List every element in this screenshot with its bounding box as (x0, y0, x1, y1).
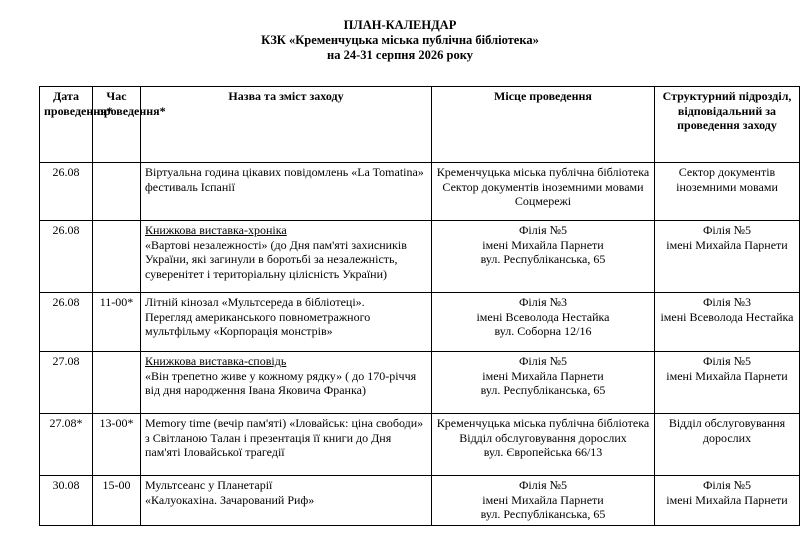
cell-time (93, 221, 141, 293)
cell-event (141, 163, 432, 221)
place-line: Філія №5 (518, 354, 568, 368)
plan-calendar-table (39, 86, 800, 526)
unit-line: Філія №5 (702, 478, 752, 492)
cell-date: 27.08 (40, 352, 93, 414)
unit-line: імені Михайла Парнети (666, 237, 788, 252)
place-line: Філія №5 (518, 223, 568, 237)
unit-line: Відділ обслуговування дорослих (668, 416, 786, 445)
table-row (40, 414, 800, 476)
cell-time: 13-00* (93, 414, 141, 476)
doc-subtitle-period: на 24-31 серпня 2026 року (327, 48, 473, 62)
doc-title: ПЛАН-КАЛЕНДАР (343, 18, 457, 32)
cell-unit (655, 414, 800, 476)
cell-event (141, 476, 432, 526)
unit-line: Філія №5 (702, 223, 752, 237)
col-header-date: Дата проведення* (40, 87, 93, 163)
event-line: «Вартові незалежності» (до Дня пам'яті захисників України, які загинули в боротьбі за незалежність, суверенітет і територіальну цілісність України) (145, 237, 407, 281)
place-line: Філія №5 (518, 478, 568, 492)
place-line: імені Михайла Парнети (482, 492, 604, 507)
unit-line: Філія №5 (702, 354, 752, 368)
cell-event (141, 414, 432, 476)
table-row (40, 221, 800, 293)
place-line: імені Михайла Парнети (482, 237, 604, 252)
event-line: Книжкова виставка-сповідь (145, 354, 287, 368)
place-line: імені Всеволода Нестайка (476, 309, 610, 324)
cell-place (432, 221, 655, 293)
place-line: Кременчуцька міська публічна бібліотека (436, 416, 650, 430)
cell-place (432, 163, 655, 221)
cell-date: 26.08 (40, 293, 93, 352)
doc-subtitle-org: КЗК «Кременчуцька міська публічна бібліотека» (261, 33, 539, 47)
cell-unit (655, 293, 800, 352)
col-header-unit: Структурний підрозділ, відповідальний за проведення заходу (655, 87, 800, 163)
place-line: імені Михайла Парнети (482, 368, 604, 383)
event-line: «Він трепетно живе у кожному рядку» ( до 170-річчя від дня народження Івана Яковича Франка) (145, 368, 417, 397)
place-line: Кременчуцька міська публічна бібліотека (436, 165, 650, 179)
event-line: «Калуокахіна. Зачарований Риф» (145, 492, 315, 507)
event-line: Літній кінозал «Мультсереда в бібліотеці». (145, 295, 365, 309)
cell-date: 30.08 (40, 476, 93, 526)
place-line: вул. Європейська 66/13 (483, 445, 603, 459)
cell-date: 27.08* (40, 414, 93, 476)
unit-line: Сектор документів іноземними мовами (676, 165, 778, 194)
place-line: вул. Соборна 12/16 (494, 324, 592, 338)
col-header-time: Час проведення* (93, 87, 141, 163)
place-line: вул. Республіканська, 65 (480, 507, 606, 521)
unit-line: імені Михайла Парнети (666, 368, 788, 383)
cell-time: 11-00* (93, 293, 141, 352)
cell-event (141, 352, 432, 414)
col-header-event: Назва та зміст заходу (141, 87, 432, 163)
unit-line: імені Всеволода Нестайка (660, 309, 794, 324)
cell-event (141, 221, 432, 293)
place-line: Філія №3 (518, 295, 568, 309)
event-line: Memory time (вечір пам'яті) «Іловайськ: ціна свободи» з Світланою Талан і презентація її книги до Дня пам'яті Іловайської трагедії (145, 416, 424, 459)
cell-place (432, 414, 655, 476)
table-row (40, 163, 800, 221)
cell-event (141, 293, 432, 352)
cell-time (93, 163, 141, 221)
cell-unit (655, 352, 800, 414)
table-row (40, 352, 800, 414)
cell-date: 26.08 (40, 221, 93, 293)
event-line: Книжкова виставка-хроніка (145, 223, 287, 237)
place-line: Відділ обслуговування дорослих (459, 430, 627, 445)
cell-place (432, 293, 655, 352)
table-row (40, 293, 800, 352)
cell-place (432, 476, 655, 526)
unit-line: імені Михайла Парнети (666, 492, 788, 507)
event-line: Перегляд американського повнометражного мультфільму «Корпорація монстрів» (145, 309, 371, 338)
unit-line: Філія №3 (702, 295, 752, 309)
cell-place (432, 352, 655, 414)
cell-unit (655, 221, 800, 293)
event-line: Віртуальна година цікавих повідомлень «La Tomatina» фестиваль Іспанії (145, 165, 424, 194)
col-header-place: Місце проведення (432, 87, 655, 163)
place-line: вул. Республіканська, 65 (480, 383, 606, 397)
cell-time: 15-00 (93, 476, 141, 526)
event-line: Мультсеанс у Планетарії (145, 478, 273, 492)
place-line: вул. Республіканська, 65 (480, 252, 606, 266)
cell-date: 26.08 (40, 163, 93, 221)
cell-unit (655, 163, 800, 221)
table-row (40, 476, 800, 526)
cell-time (93, 352, 141, 414)
cell-unit (655, 476, 800, 526)
place-line: Сектор документів іноземними мовами Соцмережі (442, 179, 644, 208)
